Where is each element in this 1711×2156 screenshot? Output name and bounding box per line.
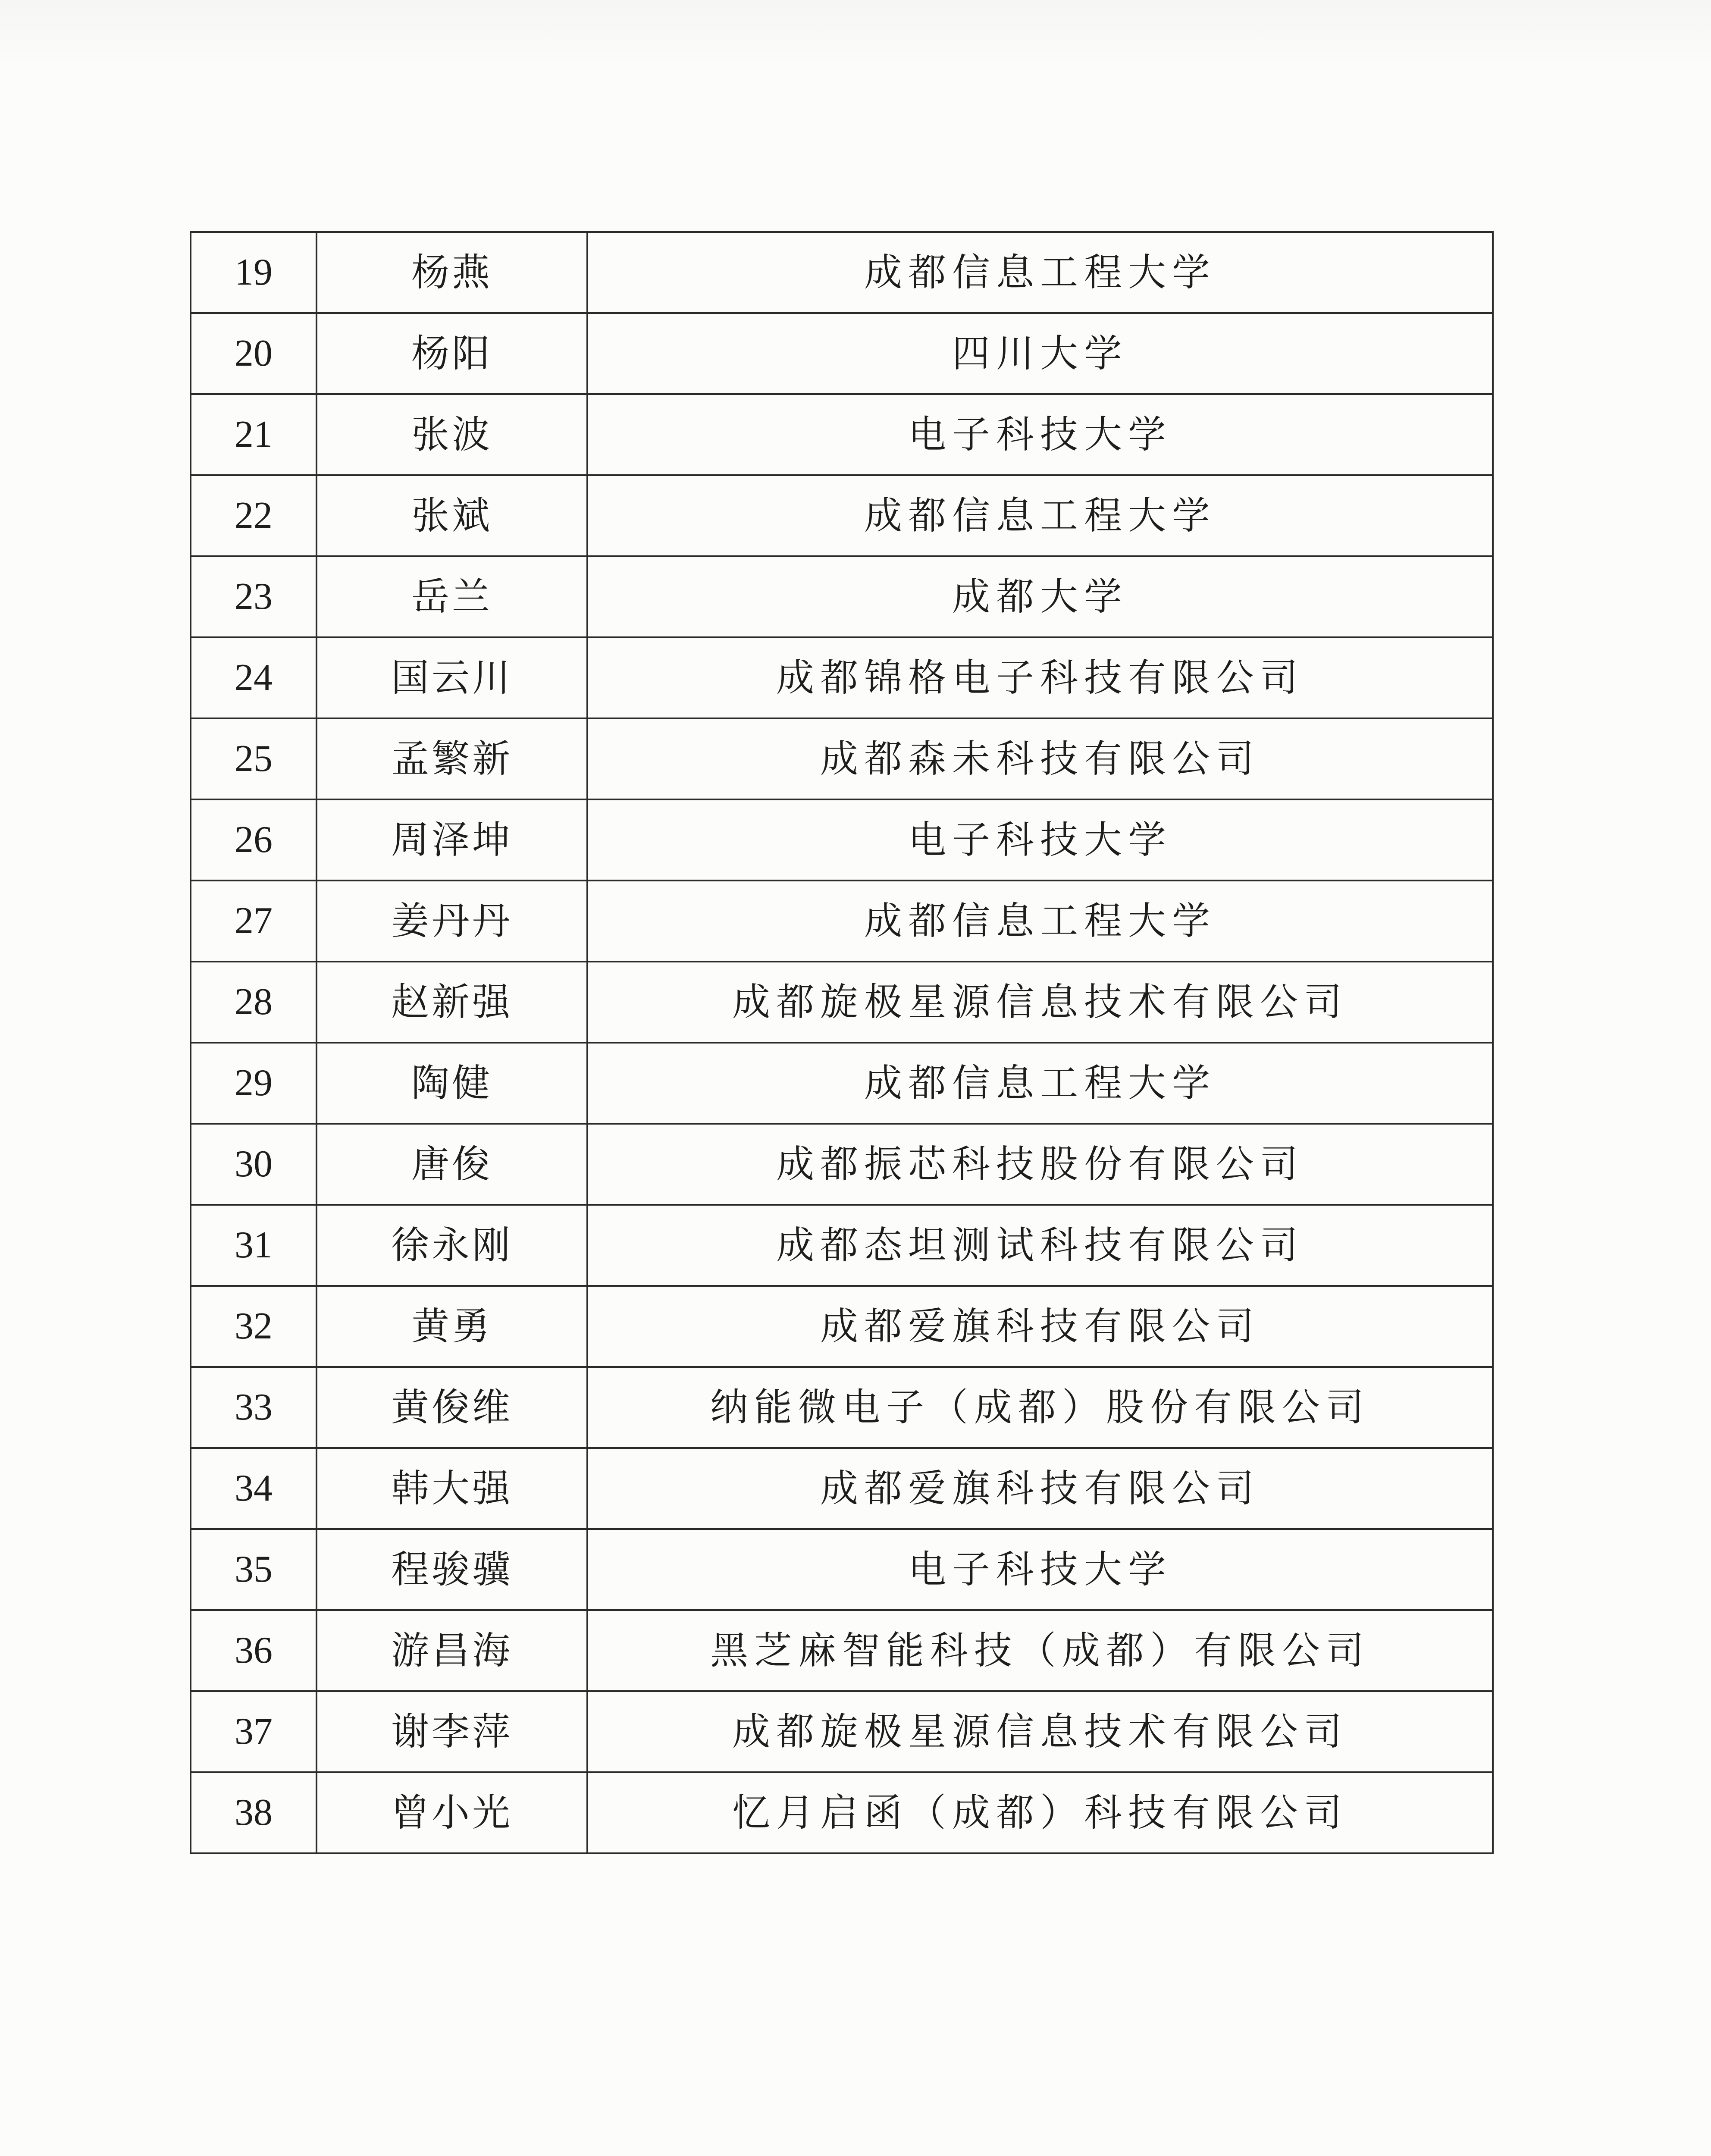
organization: 成都锦格电子科技有限公司 (587, 637, 1493, 718)
organization: 电子科技大学 (587, 1529, 1493, 1610)
table-row (191, 1691, 1493, 1772)
person-name: 周泽坤 (317, 799, 587, 881)
table-row (191, 1448, 1493, 1529)
row-number: 25 (191, 718, 317, 799)
person-name: 谢李萍 (317, 1691, 587, 1772)
row-number: 23 (191, 556, 317, 637)
row-number: 30 (191, 1124, 317, 1205)
organization: 电子科技大学 (587, 799, 1493, 881)
row-number: 27 (191, 881, 317, 962)
table-row (191, 1043, 1493, 1124)
person-name: 杨燕 (317, 232, 587, 313)
person-name: 黄俊维 (317, 1367, 587, 1448)
row-number: 24 (191, 637, 317, 718)
person-name: 陶健 (317, 1043, 587, 1124)
table-row (191, 1610, 1493, 1691)
row-number: 20 (191, 313, 317, 394)
organization: 四川大学 (587, 313, 1493, 394)
organization: 电子科技大学 (587, 394, 1493, 475)
organization: 成都森未科技有限公司 (587, 718, 1493, 799)
person-name: 杨阳 (317, 313, 587, 394)
person-name: 张斌 (317, 475, 587, 556)
table-row (191, 232, 1493, 313)
person-name: 唐俊 (317, 1124, 587, 1205)
organization: 成都振芯科技股份有限公司 (587, 1124, 1493, 1205)
organization: 成都旋极星源信息技术有限公司 (587, 1691, 1493, 1772)
table-row (191, 881, 1493, 962)
person-name: 游昌海 (317, 1610, 587, 1691)
table-row (191, 962, 1493, 1043)
organization: 成都旋极星源信息技术有限公司 (587, 962, 1493, 1043)
row-number: 21 (191, 394, 317, 475)
person-name: 岳兰 (317, 556, 587, 637)
person-name: 张波 (317, 394, 587, 475)
table-row (191, 394, 1493, 475)
table-row (191, 799, 1493, 881)
row-number: 31 (191, 1205, 317, 1286)
row-number: 33 (191, 1367, 317, 1448)
organization: 黑芝麻智能科技（成都）有限公司 (587, 1610, 1493, 1691)
organization: 忆月启函（成都）科技有限公司 (587, 1772, 1493, 1853)
person-name: 曾小光 (317, 1772, 587, 1853)
row-number: 32 (191, 1286, 317, 1367)
row-number: 22 (191, 475, 317, 556)
row-number: 37 (191, 1691, 317, 1772)
person-name: 孟繁新 (317, 718, 587, 799)
person-name: 韩大强 (317, 1448, 587, 1529)
roster-table (190, 231, 1494, 1854)
table-row (191, 637, 1493, 718)
organization: 成都爱旗科技有限公司 (587, 1448, 1493, 1529)
table-row (191, 1367, 1493, 1448)
person-name: 赵新强 (317, 962, 587, 1043)
organization: 成都信息工程大学 (587, 881, 1493, 962)
row-number: 26 (191, 799, 317, 881)
table-row (191, 1772, 1493, 1853)
table-row (191, 1205, 1493, 1286)
organization: 成都信息工程大学 (587, 475, 1493, 556)
organization: 纳能微电子（成都）股份有限公司 (587, 1367, 1493, 1448)
person-name: 程骏骥 (317, 1529, 587, 1610)
person-name: 黄勇 (317, 1286, 587, 1367)
organization: 成都信息工程大学 (587, 1043, 1493, 1124)
row-number: 35 (191, 1529, 317, 1610)
table-row (191, 313, 1493, 394)
organization: 成都大学 (587, 556, 1493, 637)
table-row (191, 1124, 1493, 1205)
person-name: 徐永刚 (317, 1205, 587, 1286)
table-row (191, 1529, 1493, 1610)
table-row (191, 718, 1493, 799)
organization: 成都态坦测试科技有限公司 (587, 1205, 1493, 1286)
table-row (191, 475, 1493, 556)
table-row (191, 1286, 1493, 1367)
table-row (191, 556, 1493, 637)
person-name: 姜丹丹 (317, 881, 587, 962)
organization: 成都信息工程大学 (587, 232, 1493, 313)
row-number: 36 (191, 1610, 317, 1691)
row-number: 38 (191, 1772, 317, 1853)
row-number: 29 (191, 1043, 317, 1124)
row-number: 19 (191, 232, 317, 313)
person-name: 国云川 (317, 637, 587, 718)
organization: 成都爱旗科技有限公司 (587, 1286, 1493, 1367)
row-number: 28 (191, 962, 317, 1043)
row-number: 34 (191, 1448, 317, 1529)
